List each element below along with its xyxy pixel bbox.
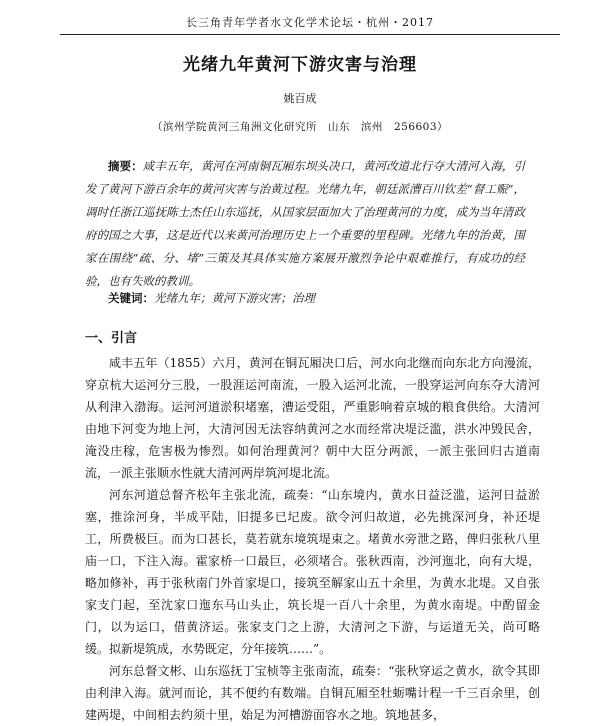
- body-paragraph: 河东河道总督齐松年主张北流，疏奏：“山东境内，黄水日益泛滥，运河日益淤塞，推涂河身，半成平陆，旧提多已圮废。欲令河归故道，必先挑深河身，补还堤工，所费极巨。而为口甚长，莫若就东境筑堤束之。堵黄水旁泄之路，俾归张秋八里庙一口，下注入海。霍家桥一口最巨，必须堵合。张秋西南，沙河迤北，向有大堤，略加修补，再于张秋南门外首家堤口，接筑至解家山五十余里，为黄水北堤。又自张家支门起，至沈家口迤东马山头止，筑长堤一百八十余里，为黄水南堤。中酌留金门，以为运口，借黄济运。张家支门之上游，大清河之下游，与运道无关，尚可略缓。拟新堤筑成，水势既定，分年接筑……”。: [85, 488, 540, 656]
- body-paragraph: 咸丰五年（1855）六月，黄河在铜瓦厢决口后，河水向北继而向东北方向漫流，穿京杭大运河分三股，一股涯运河南流，一股入运河北流，一股穿运河向东夺大清河从利津入渤海。运河河道淤积堵塞，漕运受阻，严重影响着京城的粮食供给。大清河由地下河变为地上河，大清河因无法容纳黄河之水而经常决堤泛滥，洪水冲毁民舍，淹没庄稼，危害极为惨烈。如何治理黄河？朝中大臣分两派，一派主张回归古道南流，一派主张顺水性就大清河两岸筑河堤北流。: [85, 356, 540, 480]
- keywords-label: 关键词：: [108, 291, 154, 305]
- section-heading-introduction: 一、引言: [85, 331, 138, 346]
- paper-title: 光绪九年黄河下游灾害与治理: [183, 55, 417, 75]
- keywords-text: 光绪九年；黄河下游灾害；治理: [154, 291, 315, 305]
- keywords: [108, 290, 528, 306]
- author-name: 姚百成: [283, 92, 317, 105]
- abstract-label: 摘要：: [108, 159, 143, 173]
- body-paragraph: 河东总督文彬、山东巡抚丁宝桢等主张南流，疏奏：“张秋穿运之黄水，欲令其即由利津入海。就河而论，其不便约有数端。自铜瓦厢至牡蛎嘴计程一千三百余里，创建两堤，中间相去约须十里，始足为河槽游面容水之地。筑地甚多，: [85, 664, 540, 722]
- abstract-text: 咸丰五年，黄河在河南铜瓦厢东坝头决口，黄河改道北行夺大清河入海，引发了黄河下游百余年的黄河灾害与治黄过程。光绪九年，朝廷派漕百川钦差“督工赈”，调时任浙江巡抚陈士杰任山东巡抚，从国家层面加大了治理黄河的力度，成为当年清政府的国之大事，这是近代以来黄河治理历史上一个重要的里程碑。光绪九年的治黄，围家在围绕“疏、分、堵”三策及其具体实施方案展开激烈争论中艰难推行，有成功的经验，也有失败的教训。: [85, 159, 526, 288]
- abstract: [85, 155, 525, 293]
- section-body: [85, 352, 540, 726]
- running-header: 长三角青年学者水文化学术论坛・杭州・2017: [60, 14, 560, 35]
- author-affiliation: （滨州学院黄河三角洲文化研究所 山东 滨州 256603）: [151, 121, 449, 133]
